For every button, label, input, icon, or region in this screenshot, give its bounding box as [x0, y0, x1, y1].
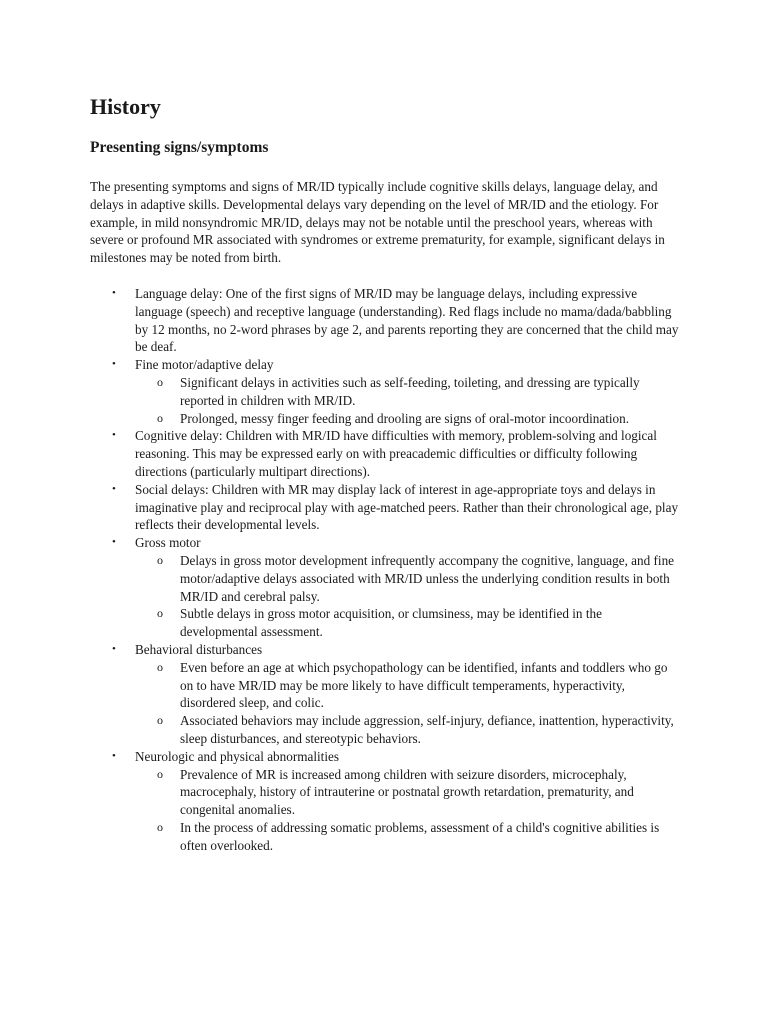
sub-bullet-icon: o: [157, 766, 163, 781]
list-item-text: Gross motor: [135, 535, 201, 551]
list-item: [90, 748, 680, 855]
sub-list-item: [135, 410, 680, 428]
list-item: [90, 285, 680, 356]
sub-list-item: [135, 605, 680, 641]
sub-list-item-text: In the process of addressing somatic problems, assessment of a child's cognitive abilities is often overlooked.: [180, 819, 660, 853]
bullet-icon: •: [112, 358, 116, 371]
sub-list-item: [135, 766, 680, 819]
sub-list-item: [135, 552, 680, 605]
list-item-text: Cognitive delay: Children with MR/ID have difficulties with memory, problem-solving and logical reasoning. This may be expressed early on with preacademic difficulties or difficulty following directions (particularly multipart directions).: [135, 428, 657, 479]
sub-list-item-text: Associated behaviors may include aggression, self-injury, defiance, inattention, hyperactivity, sleep disturbances, and stereotypic behaviors.: [180, 713, 674, 746]
sub-list-item-text: Prolonged, messy finger feeding and drooling are signs of oral-motor incoordination.: [180, 410, 630, 426]
page-title: History: [90, 94, 161, 119]
intro-paragraph: The presenting symptoms and signs of MR/ID typically include cognitive skills delays, language delay, and delays in adaptive skills. Developmental delays vary depending on the level of MR/ID and the etiology. For example, in mild nonsyndromic MR/ID, delays may not be notable until the preschool years, whereas with severe or profound MR associated with syndromes or extreme prematurity, for example, significant delays in milestones may be noted from birth.: [90, 179, 665, 266]
sub-bullet-icon: o: [157, 410, 163, 425]
bullet-icon: •: [112, 749, 116, 762]
list-item: [90, 356, 680, 427]
sub-list: [135, 766, 680, 855]
sub-bullet-icon: o: [157, 713, 163, 728]
sub-list-item: [135, 819, 680, 855]
list-item-text: Behavioral disturbances: [135, 641, 263, 657]
sub-bullet-icon: o: [157, 606, 163, 621]
sub-list-item-text: Significant delays in activities such as self-feeding, toileting, and dressing are typically reported in children with MR/ID.: [180, 374, 640, 408]
list-item-text: Language delay: One of the first signs of MR/ID may be language delays, including expressive language (speech) and receptive language (understanding). Red flags include no mama/dada/babbling by 12 months, no 2-word phrases by age 2, and parents reporting they are concerned that the child may be deaf.: [135, 286, 679, 355]
section-heading: Presenting signs/symptoms: [90, 139, 269, 156]
sub-list-item: [135, 374, 680, 410]
list-item: [90, 481, 680, 534]
list-item-text: Fine motor/adaptive delay: [135, 357, 274, 373]
sub-list-item-text: Subtle delays in gross motor acquisition, or clumsiness, may be identified in the developmental assessment.: [180, 606, 602, 640]
list-item-text: Social delays: Children with MR may display lack of interest in age-appropriate toys and delays in imaginative play and reciprocal play with age-matched peers. Rather than their chronological age, play reflects their developmental levels.: [135, 481, 679, 533]
list-item: [90, 641, 680, 748]
sub-list-item-text: Delays in gross motor development infrequently accompany the cognitive, language, and fine motor/adaptive delays associated with MR/ID unless the underlying condition results in both MR/ID and cerebral palsy.: [180, 552, 675, 604]
sub-list-item: [135, 659, 680, 712]
document-content: [90, 92, 680, 853]
bullet-icon: •: [112, 536, 116, 549]
sub-list-item: [135, 712, 680, 748]
list-item-text: Neurologic and physical abnormalities: [135, 748, 339, 764]
sub-bullet-icon: o: [157, 374, 163, 389]
sub-list-item-text: Prevalence of MR is increased among children with seizure disorders, microcephaly, macrocephaly, history of intrauterine or postnatal growth retardation, prematurity, and congenital anomalies.: [180, 766, 634, 818]
bullet-icon: •: [112, 287, 116, 299]
sub-list: [135, 659, 680, 748]
bullet-icon: •: [112, 642, 116, 655]
bullet-icon: •: [112, 429, 116, 442]
sub-bullet-icon: o: [157, 659, 163, 674]
sub-bullet-icon: o: [157, 552, 163, 567]
sub-list: [135, 374, 680, 427]
symptom-list: [90, 285, 680, 855]
sub-list: [135, 552, 680, 641]
list-item: [90, 534, 680, 641]
list-item: [90, 427, 680, 480]
bullet-icon: •: [112, 482, 116, 495]
sub-list-item-text: Even before an age at which psychopathology can be identified, infants and toddlers who go on to have MR/ID may be more likely to have difficult temperaments, hyperactivity, disordered sleep, and colic.: [180, 659, 668, 711]
sub-bullet-icon: o: [157, 819, 163, 834]
